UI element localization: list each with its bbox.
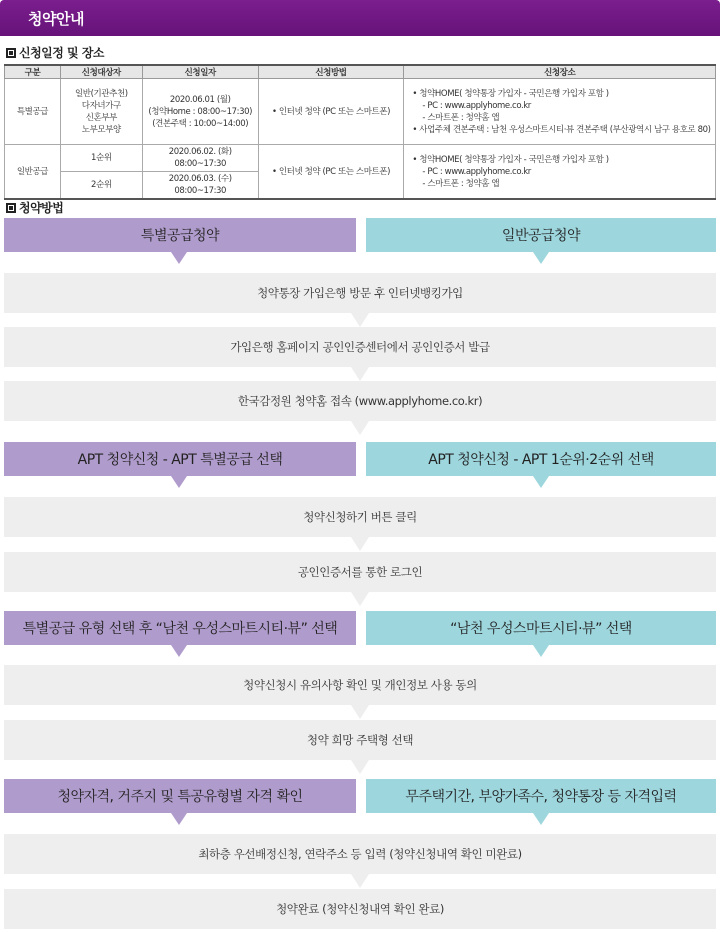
col-header-method: 신청방법 <box>258 65 404 79</box>
select-special-box: APT 청약신청 - APT 특별공급 선택 <box>4 442 356 476</box>
col-header-place: 신청장소 <box>404 65 716 79</box>
arrow-down-icon <box>533 252 549 264</box>
general-rank2: 2순위 <box>60 172 142 200</box>
general-place: • 청약HOME( 청약통장 가입자 - 국민은행 가입자 포함 ) - PC : www.applyhome.co.kr - 스마트폰 : 청약홈 앱 <box>404 145 716 200</box>
special-method: • 인터넷 청약 (PC 또는 스마트폰) <box>258 79 404 145</box>
arrow-down-icon <box>171 813 187 825</box>
square-bullet-icon <box>6 48 16 58</box>
special-place: • 청약HOME( 청약통장 가입자 - 국민은행 가입자 포함 ) - PC : www.applyhome.co.kr - 스마트폰 : 청약홈 앱 • 사업주체 견본주택 : 남천 우성스마트시티·뷰 견본주택 (부산광역시 남구 용호로 80) <box>404 79 716 145</box>
table-row-general-rank1 <box>5 145 716 172</box>
page-header <box>0 0 720 36</box>
step-complete: 청약완료 (청약신청내역 확인 완료) <box>4 889 716 929</box>
step-applyhome-access: 한국감정원 청약홈 접속 (www.applyhome.co.kr) <box>4 381 716 421</box>
special-supply-header: 특별공급청약 <box>4 218 356 252</box>
special-date: 2020.06.01 (월) (청약Home : 08:00~17:30) (견본주택 : 10:00~14:00) <box>142 79 258 145</box>
arrow-down-icon <box>351 705 369 719</box>
arrow-down-icon <box>351 874 369 888</box>
step-consent: 청약신청시 유의사항 확인 및 개인정보 사용 동의 <box>4 665 716 705</box>
step-login: 공인인증서를 통한 로그인 <box>4 552 716 592</box>
general-label: 일반공급 <box>5 145 61 200</box>
arrow-down-icon <box>351 537 369 551</box>
type-general-box: “남천 우성스마트시티·뷰” 선택 <box>366 611 716 645</box>
arrow-down-icon <box>351 592 369 606</box>
step-address-input: 최하층 우선배정신청, 연락주소 등 입력 (청약신청내역 확인 미완료) <box>4 834 716 874</box>
arrow-down-icon <box>533 813 549 825</box>
col-header-target: 신청대상자 <box>60 65 142 79</box>
general-rank2-date: 2020.06.03. (수) 08:00~17:30 <box>142 172 258 200</box>
arrow-down-icon <box>351 367 369 381</box>
general-method: • 인터넷 청약 (PC 또는 스마트폰) <box>258 145 404 200</box>
general-rank1: 1순위 <box>60 145 142 172</box>
arrow-down-icon <box>351 313 369 327</box>
step-housing-type: 청약 희망 주택형 선택 <box>4 720 716 760</box>
select-general-box: APT 청약신청 - APT 1순위·2순위 선택 <box>366 442 716 476</box>
step-apply-button: 청약신청하기 버튼 클릭 <box>4 497 716 537</box>
step-bank-signup: 청약통장 가입은행 방문 후 인터넷뱅킹가입 <box>4 273 716 313</box>
arrow-down-icon <box>171 645 187 657</box>
col-header-date: 신청일자 <box>142 65 258 79</box>
qual-special-box: 청약자격, 거주지 및 특공유형별 자격 확인 <box>4 779 356 813</box>
arrow-down-icon <box>351 760 369 774</box>
schedule-table <box>4 64 716 200</box>
table-row-special <box>5 79 716 145</box>
section-method-title: 청약방법 <box>6 199 63 216</box>
arrow-down-icon <box>351 421 369 435</box>
square-bullet-icon <box>6 203 16 213</box>
type-special-box: 특별공급 유형 선택 후 “남천 우성스마트시티·뷰” 선택 <box>4 611 356 645</box>
general-supply-header: 일반공급청약 <box>366 218 716 252</box>
qual-general-box: 무주택기간, 부양가족수, 청약통장 등 자격입력 <box>366 779 716 813</box>
arrow-down-icon <box>171 252 187 264</box>
col-header-category: 구분 <box>5 65 61 79</box>
table-header-row <box>5 65 716 79</box>
arrow-down-icon <box>533 645 549 657</box>
arrow-down-icon <box>533 476 549 488</box>
arrow-down-icon <box>171 476 187 488</box>
general-rank1-date: 2020.06.02. (화) 08:00~17:30 <box>142 145 258 172</box>
section-schedule-title: 신청일정 및 장소 <box>6 44 104 61</box>
page-title: 청약안내 <box>28 10 84 28</box>
special-targets: 일반(기관추천) 다자녀가구 신혼부부 노부모부양 <box>60 79 142 145</box>
special-label: 특별공급 <box>5 79 61 145</box>
step-certificate: 가입은행 홈페이지 공인인증센터에서 공인인증서 발급 <box>4 327 716 367</box>
